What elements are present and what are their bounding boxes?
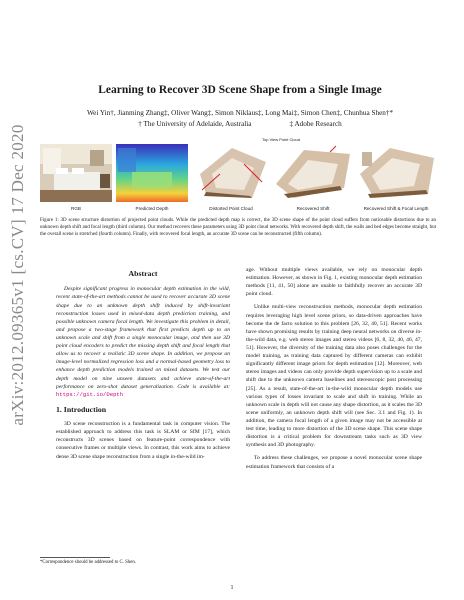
footnote-text: *Correspondence should be addressed to C. Shen. — [40, 559, 136, 565]
intro-heading: 1. Introduction — [56, 404, 107, 414]
left-column — [56, 268, 230, 466]
recovered-focal-svg — [356, 144, 436, 202]
arxiv-stamp: arXiv:2012.09365v1 [cs.CV] 17 Dec 2020 — [8, 124, 27, 426]
abstract-heading: Abstract — [128, 269, 158, 278]
footnote — [40, 557, 230, 565]
label-rgb: RGB — [71, 206, 81, 211]
affiliation-adelaide: † The University of Adelaide, Australia — [138, 120, 252, 128]
right-paragraph-0: age. Without multiple views available, we rely on monocular depth estimation. However, as shown in Fig. 1, existing monocular depth estimation methods [11, 41, 50] alone are unable to faithfully recover an accurate 3D point cloud. — [246, 267, 422, 298]
teaser-figure — [40, 144, 436, 202]
recovered-shift-svg — [274, 144, 352, 202]
label-distorted-point-cloud: Distorted Point Cloud — [209, 206, 253, 211]
code-link[interactable]: https://git.io/Depth — [56, 390, 124, 398]
paper-title: Learning to Recover 3D Scene Shape from a Single Image — [98, 84, 382, 96]
footnote-rule — [40, 557, 110, 558]
right-paragraph-1: Unlike multi-view reconstruction methods, monocular depth estimation requires leveraging high level scene priors, so data-driven approaches have become the de facto solution to this problem [26, 32, 40, 51]. Recent works have shown promising results by training deep neural networks on diverse in-the-wild data, e.g. web stereo images and stereo videos [6, 8, 32, 40, 46, 47, 51]. However, the diversity of the training data also poses challenges for the model training, as training data captured by different cameras can exhibit significantly different image priors for depth estimation [12]. Moreover, web stereo images and videos can only provide depth supervision up to a scale and shift due to the unknown camera baselines and stereoscopic post processing [25]. As a result, state-of-the-art in-the-wild monocular depth models use various types of losses invariant to scale and shift in training. While an unknown scale in depth will not cause any shape distortion, as it scales the 3D scene uniformly, an unknown depth shift will (see Sec. 3.1 and Fig. 1). In addition, the camera focal length of a given image may not be accessible at test time, leading to more distortion of the 3D scene shape. This scene shape distortion is a critical problem for downstream tasks such as 3D view synthesis and 3D photography. — [246, 304, 422, 449]
label-recovered-shift: Recovered Shift — [296, 206, 330, 211]
figure-panel-labels — [40, 206, 436, 214]
affiliation-adobe: ‡ Adobe Research — [289, 120, 342, 128]
recovered-shift-image — [274, 144, 352, 202]
intro-paragraph: 3D scene reconstruction is a fundamental task in computer vision. The established approach to address this task is SLAM or SfM [17], which reconstructs 3D scenes based on feature-point correspondence with consecutive frames or multiple views. In contrast, this work aims to achieve dense 3D scene shape reconstruction from a single in-the-wild im- — [56, 421, 230, 460]
rgb-bedroom-svg — [40, 144, 112, 202]
distorted-point-cloud-image — [192, 144, 270, 202]
recovered-shift-focal-image — [356, 144, 436, 202]
right-paragraph-2: To address these challenges, we propose a novel monocular scene shape estimation framework that consists of a — [246, 455, 422, 470]
abstract-text: Despite significant progress in monocular depth estimation in the wild, recent state-of-the-art methods cannot be used to recover accurate 3D scene shape due to an unknown depth shift induced by shift-invariant reconstruction losses used in mixed-data depth prediction training, and possible unknown camera focal length. We investigate this problem in detail, and propose a two-stage framework that first predicts depth up to an unknown scale and shift from a single monocular image, and then use 3D point cloud encoders to predict the missing depth shift and focal length that allow us to recover a realistic 3D scene shape. In addition, we propose an image-level normalized regression loss and a normal-based geometry loss to enhance depth prediction models trained on mixed datasets. We test our depth model on nine unseen datasets and achieve state-of-the-art performance on zero-shot dataset generalization. Code is available at: https://git.io/Depth — [56, 286, 230, 398]
label-recovered-shift-focal: Recovered Shift & Focal Length — [363, 206, 429, 211]
predicted-depth-image — [116, 144, 188, 202]
page-number: 1 — [230, 585, 234, 591]
author-list: Wei Yin†, Jianming Zhang‡, Oliver Wang‡, Simon Niklaus‡, Long Mai‡, Simon Chen‡, Chunhua Shen†* — [86, 109, 394, 117]
rgb-image — [40, 144, 112, 202]
depth-map-svg — [116, 144, 188, 202]
topview-label: Top View Point Cloud — [262, 137, 300, 142]
right-column — [246, 266, 422, 476]
figure-caption: Figure 1: 3D scene structure distortion of projected point clouds. While the predicted depth map is correct, the 3D scene shape of the point cloud suffers from noticeable distortions due to an unknown depth shift and focal length (third column). Our method recovers these parameters using 3D point cloud networks. With recovered depth shift, the walls and bed edges become straight, but the overall scene is stretched (fourth column). Finally, with recovered focal length, an accurate 3D scene can be reconstructed (fifth column). — [40, 218, 436, 237]
distorted-cloud-svg — [192, 144, 270, 202]
affiliations — [40, 120, 440, 128]
label-predicted-depth: Predicted Depth — [135, 206, 169, 211]
